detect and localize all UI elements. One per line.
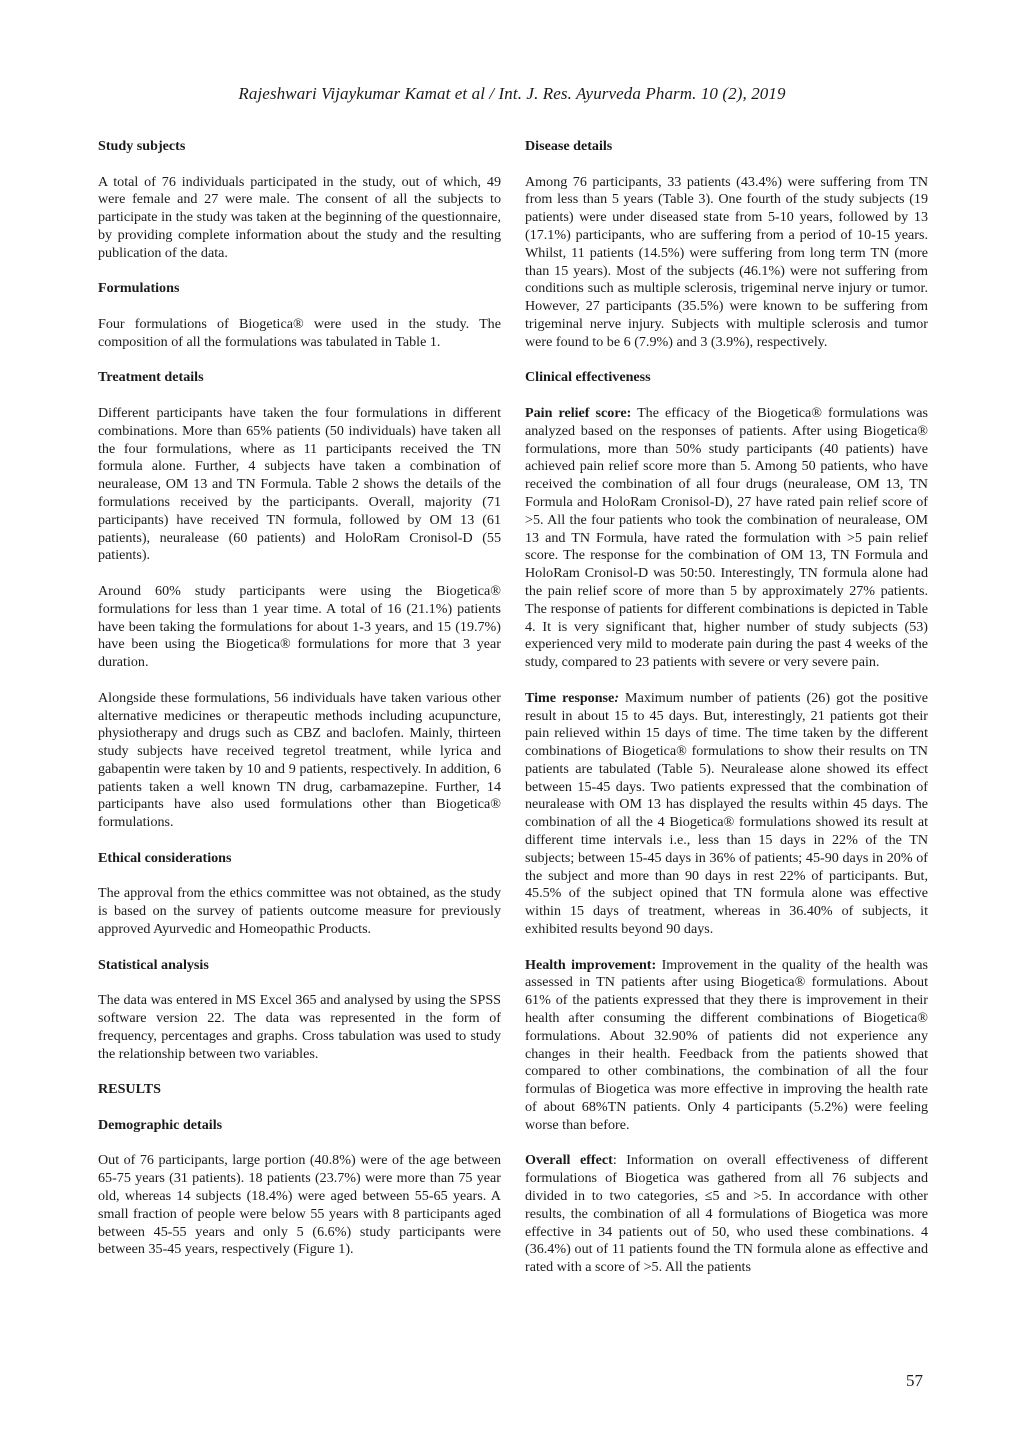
time-response-colon: : xyxy=(614,689,620,706)
treatment-paragraph-2: Around 60% study participants were using the Biogetica® formulations for less than 1 year time. A total of 16 (21.1%) patients have been taking the formulations for about 1-3 years, and 15 (19.7%) have been using the Biogetica® formulations for more that 3 year duration. xyxy=(98,582,501,671)
time-response-label: Time response xyxy=(525,689,615,706)
pain-relief-paragraph xyxy=(525,405,928,672)
health-improvement-label: Health improvement: xyxy=(525,956,657,973)
study-subjects-heading: Study subjects xyxy=(98,138,186,154)
disease-details-heading: Disease details xyxy=(525,138,613,154)
demographic-details-heading: Demographic details xyxy=(98,1116,223,1133)
disease-paragraph: Among 76 participants, 33 patients (43.4%) were suffering from TN from less than 5 years (Table 3). One fourth of the study subjects (19 patients) were under diseased state from 5-10 years, followed by 13 (17.1%) participants, who are suffering from a period of 10-15 years. Whilst, 11 patients (14.5%) were suffering from long term TN (more than 15 years). Most of the subjects (46.1%) were not suffering from conditions such as multiple sclerosis, trigeminal nerve injury or tumor. However, 27 participants (35.5%) were known to be suffering from trigeminal nerve injury. Subjects with multiple sclerosis and tumor were found to be 6 (7.9%) and 3 (3.9%), respectively. xyxy=(525,173,928,350)
demographic-paragraph: Out of 76 participants, large portion (40.8%) were of the age between 65-75 years (31 patients). 18 patients (23.7%) were more than 75 year old, whereas 14 subjects (18.4%) were aged between 55-65 years. A small fraction of people were below 55 years with 8 participants aged between 45-55 years and only 5 (6.6%) study participants were between 35-45 years, respectively (Figure 1). xyxy=(98,1152,501,1258)
time-response-text: Maximum number of patients (26) got the positive result in about 15 to 45 days. But, interestingly, 21 patients got their pain relieved within 15 days of time. The time taken by the different combinations of Biogetica® formulations to show their results on TN patients are tabulated (Table 5). Neuralease alone showed its effect between 15-45 days. Two patients expressed that the combination of neuralease with OM 13 has displayed the results within 45 days. The combination of all the 4 Biogetica® formulations showed its result at different time intervals i.e., less than 15 days in 22% of the TN subjects; between 15-45 days in 36% of patients; 45-90 days in 20% of the subject and more than 90 days in rest 22% of participants. But, 45.5% of the subject opined that TN formula alone was effective within 15 days of treatment, whereas in 36.40% of subjects, it exhibited results beyond 90 days. xyxy=(525,689,929,938)
overall-effect-paragraph xyxy=(525,1152,928,1277)
formulations-paragraph: Four formulations of Biogetica® were used in the study. The composition of all the formulations was tabulated in Table 1. xyxy=(98,315,501,350)
treatment-paragraph-1: Different participants have taken the four formulations in different combinations. More than 65% patients (50 individuals) have taken all the four formulations, where as 11 participants received the TN formula alone. Further, 4 subjects have taken a combination of neuralease, OM 13 and TN Formula. Table 2 shows the details of the formulations received by the participants. Overall, majority (71 participants) have received TN formula, followed by OM 13 (61 patients), neuralease (60 patients) and HoloRam Cronisol-D (55 patients). xyxy=(98,404,501,564)
left-column xyxy=(98,138,501,1259)
running-head: Rajeshwari Vijaykumar Kamat et al / Int. J. Res. Ayurveda Pharm. 10 (2), 2019 xyxy=(238,84,786,103)
pain-relief-label: Pain relief score: xyxy=(525,404,632,421)
statistical-paragraph: The data was entered in MS Excel 365 and analysed by using the SPSS software version 22. The data was represented in the form of frequency, percentages and graphs. Cross tabulation was used to study the relationship between two variables. xyxy=(98,992,501,1062)
pain-relief-text: The efficacy of the Biogetica® formulations was analyzed based on the responses of patients. After using Biogetica® formulations, more than 50% study participants (40 patients) have achieved pain relief score more than 5. Among 50 patients, who have received the combination of all four drugs (neuralease, OM 13, TN Formula and HoloRam Cronisol-D), 27 have rated pain relief score of >5. All the four patients who took the combination of neuralease, OM 13 and TN Formula, have rated the formulation with >5 pain relief score. The response for the combination of OM 13, TN Formula and HoloRam Cronisol-D was 50:50. Interestingly, TN formula alone had the pain relief score of more than 5 by approximately 27% patients. The response of patients for different combinations is depicted in Table 4. It is very significant that, higher number of study subjects (53) experienced very mild to moderate pain during the past 4 weeks of the study, compared to 23 patients with severe or very severe pain. xyxy=(525,404,928,671)
ethical-paragraph: The approval from the ethics committee was not obtained, as the study is based on the survey of patients outcome measure for previously approved Ayurvedic and Homeopathic Products. xyxy=(98,885,501,938)
health-improvement-paragraph xyxy=(525,957,928,1135)
clinical-effectiveness-heading: Clinical effectiveness xyxy=(525,369,651,386)
health-improvement-text: Improvement in the quality of the health was assessed in TN patients after using Biogetica® formulations. About 61% of the patients expressed that they there is improvement in their health after consuming the different combinations of Biogetica® formulations. About 32.90% of patients did not experience any changes in their health. Feedback from the patients showed that compared to other combinations, the combination of all the four formulas of Biogetica was more effective in improving the health rate of about 68%TN patients. Only 4 participants (5.2%) were feeling worse than before. xyxy=(525,956,928,1133)
right-column xyxy=(525,138,928,1277)
overall-effect-text: : Information on overall effectiveness of different formulations of Biogetica was gathered from all 76 subjects and divided in to two categories, ≤5 and >5. In accordance with other results, the combination of all 4 formulations of Biogetica was more effective in 34 patients out of 50, who used these combinations. 4 (36.4%) out of 11 patients found the TN formula alone as effective and rated with a score of >5. All the patients xyxy=(525,1152,928,1276)
study-subjects-paragraph: A total of 76 individuals participated in the study, out of which, 49 were female and 27 were male. The consent of all the subjects to participate in the study was taken at the beginning of the questionnaire, by providing complete information about the study and the resulting publication of the data. xyxy=(98,173,501,261)
time-response-paragraph xyxy=(525,690,928,939)
overall-effect-label: Overall effect xyxy=(525,1152,613,1169)
statistical-analysis-heading: Statistical analysis xyxy=(98,956,209,973)
treatment-details-heading: Treatment details xyxy=(98,369,204,386)
treatment-paragraph-3: Alongside these formulations, 56 individuals have taken various other alternative medicines or therapeutic methods including acupuncture, physiotherapy and drugs such as CBZ and baclofen. Mainly, thirteen study subjects have received tegretol treatment, while lyrica and gabapentin were taken by 10 and 9 patients, respectively. In addition, 6 patients taken a well known TN drug, carbamazepine. Further, 14 participants have also used formulations other than Biogetica® formulations. xyxy=(98,689,501,831)
page-number: 57 xyxy=(906,1371,923,1390)
formulations-heading: Formulations xyxy=(98,280,180,297)
results-heading: RESULTS xyxy=(98,1081,161,1098)
ethical-considerations-heading: Ethical considerations xyxy=(98,849,232,866)
